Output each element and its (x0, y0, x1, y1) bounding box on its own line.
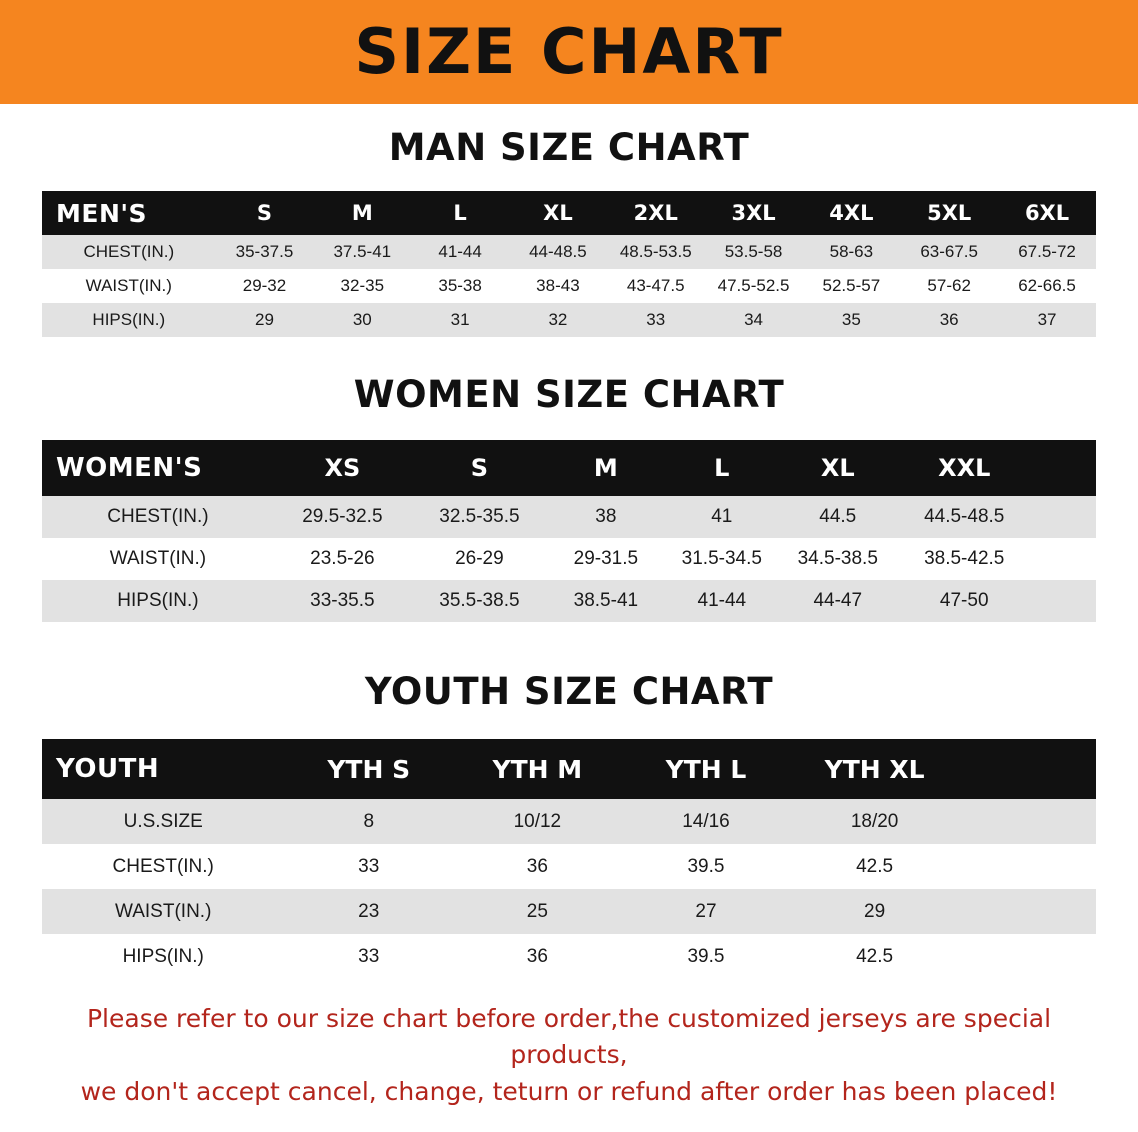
page-title: SIZE CHART (354, 15, 784, 88)
women-cell-spacer (1033, 538, 1096, 580)
men-cell: 52.5-57 (822, 276, 881, 295)
youth-cell: 14/16 (682, 810, 730, 832)
youth-col-header: YTH XL (824, 754, 925, 784)
men-col-header: 6XL (1024, 201, 1070, 225)
table-row (42, 235, 1096, 269)
table-row (42, 799, 1096, 844)
women-cell: 47-50 (939, 590, 989, 611)
women-cell: 35.5-38.5 (439, 590, 520, 611)
youth-col-header: YTH L (665, 754, 747, 784)
women-cell: 41 (711, 506, 733, 527)
men-col-header: 3XL (731, 201, 776, 225)
men-cell: 63-67.5 (920, 242, 978, 261)
women-cell-spacer (1033, 580, 1096, 622)
women-table-header (42, 440, 1096, 496)
youth-cell: 10/12 (513, 810, 562, 832)
women-cell: 41-44 (697, 590, 747, 611)
men-cell: 30 (352, 310, 372, 329)
men-table-header (42, 191, 1096, 235)
women-col-header: XS (324, 454, 361, 482)
men-row-label: HIPS(IN.) (92, 310, 166, 329)
table-header-row (42, 739, 1096, 799)
men-cell: 34 (744, 310, 763, 329)
youth-cell: 39.5 (687, 945, 725, 967)
men-cell: 31 (450, 310, 470, 329)
youth-table-header (42, 739, 1096, 799)
policy-note-line-2: we don't accept cancel, change, teturn or refund after order has been placed! (80, 1076, 1058, 1106)
youth-row-label: WAIST(IN.) (115, 900, 212, 922)
youth-row-label: CHEST(IN.) (112, 855, 214, 877)
women-col-header: XXL (938, 454, 991, 482)
men-cell: 37 (1037, 310, 1057, 329)
women-row-label: HIPS(IN.) (117, 590, 199, 611)
men-cell: 35-38 (438, 276, 482, 295)
men-cell: 29 (255, 310, 274, 329)
women-cell: 38.5-42.5 (924, 548, 1005, 569)
men-cell: 67.5-72 (1018, 242, 1076, 261)
men-table-body (42, 235, 1096, 337)
men-cell: 43-47.5 (626, 276, 685, 295)
women-cell: 44.5-48.5 (924, 506, 1005, 527)
men-cell: 37.5-41 (333, 242, 392, 261)
women-cell: 38 (595, 506, 617, 527)
men-cell: 47.5-52.5 (717, 276, 790, 295)
women-cell: 34.5-38.5 (797, 548, 878, 569)
men-cell: 41-44 (438, 242, 482, 261)
table-row (42, 580, 1096, 622)
policy-note (34, 1001, 1104, 1110)
women-col-header: S (470, 454, 489, 482)
women-cell-spacer (1033, 496, 1096, 538)
men-corner-label: MEN'S (56, 198, 148, 228)
men-cell: 35-37.5 (235, 242, 294, 261)
men-col-header: 2XL (633, 201, 678, 225)
youth-cell: 36 (526, 945, 548, 967)
women-table-wrap (0, 440, 1138, 622)
youth-row-label: U.S.SIZE (123, 810, 203, 832)
men-cell: 44-48.5 (529, 242, 587, 261)
table-row (42, 889, 1096, 934)
men-cell: 53.5-58 (724, 242, 783, 261)
youth-col-header: YTH M (492, 754, 583, 784)
youth-table-body (42, 799, 1096, 979)
youth-cell: 39.5 (687, 855, 725, 877)
man-table-wrap (0, 191, 1138, 337)
youth-cell: 33 (358, 945, 380, 967)
women-col-header: XL (820, 454, 855, 482)
women-cell: 33-35.5 (310, 590, 375, 611)
youth-corner-label: YOUTH (56, 754, 160, 784)
man-section-title: MAN SIZE CHART (388, 126, 750, 169)
women-cell: 44-47 (813, 590, 863, 611)
women-col-header: M (593, 454, 618, 482)
youth-row-label: HIPS(IN.) (122, 945, 204, 967)
youth-header-spacer (959, 739, 1096, 799)
men-cell: 33 (646, 310, 666, 329)
table-row (42, 538, 1096, 580)
women-col-header: L (714, 454, 730, 482)
youth-cell: 23 (358, 900, 380, 922)
youth-cell-spacer (959, 799, 1096, 844)
women-cell: 44.5 (819, 506, 857, 527)
header-banner (0, 0, 1138, 104)
men-col-header: M (351, 201, 373, 225)
men-cell: 38-43 (536, 276, 580, 295)
women-row-label: CHEST(IN.) (107, 506, 209, 527)
youth-cell: 42.5 (856, 855, 894, 877)
table-row (42, 844, 1096, 889)
women-cell: 23.5-26 (310, 548, 375, 569)
men-col-header: 5XL (927, 201, 972, 225)
women-cell: 31.5-34.5 (681, 548, 762, 569)
youth-cell: 36 (526, 855, 548, 877)
men-row-label: CHEST(IN.) (83, 242, 175, 261)
youth-cell-spacer (959, 889, 1096, 934)
women-table-body (42, 496, 1096, 622)
table-header-row (42, 191, 1096, 235)
men-cell: 32-35 (340, 276, 385, 295)
table-row (42, 496, 1096, 538)
men-cell: 36 (939, 310, 959, 329)
youth-cell-spacer (959, 934, 1096, 979)
table-row (42, 269, 1096, 303)
youth-cell: 25 (526, 900, 548, 922)
women-size-table (42, 440, 1096, 622)
women-cell: 29-31.5 (573, 548, 639, 569)
youth-cell: 33 (358, 855, 380, 877)
men-cell: 29-32 (242, 276, 287, 295)
men-cell: 32 (548, 310, 568, 329)
women-row-label: WAIST(IN.) (109, 548, 207, 569)
women-cell: 29.5-32.5 (302, 506, 383, 527)
men-size-table (42, 191, 1096, 337)
youth-cell: 18/20 (850, 810, 899, 832)
men-col-header: L (453, 201, 467, 225)
women-corner-label: WOMEN'S (56, 453, 203, 483)
youth-cell: 8 (363, 810, 375, 832)
women-section-title: WOMEN SIZE CHART (353, 373, 785, 416)
men-cell: 58-63 (829, 242, 874, 261)
table-row (42, 303, 1096, 337)
women-header-spacer (1033, 440, 1096, 496)
men-cell: 35 (841, 310, 861, 329)
men-cell: 62-66.5 (1018, 276, 1076, 295)
men-col-header: S (256, 201, 273, 225)
women-cell: 26-29 (455, 548, 504, 569)
youth-table-wrap (0, 739, 1138, 979)
youth-cell-spacer (959, 844, 1096, 889)
youth-section-title: YOUTH SIZE CHART (364, 670, 774, 713)
men-row-label: WAIST(IN.) (85, 276, 172, 295)
table-row (42, 934, 1096, 979)
men-cell: 48.5-53.5 (619, 242, 692, 261)
policy-note-line-1: Please refer to our size chart before order,the customized jerseys are special products, (86, 1004, 1052, 1070)
men-col-header: 4XL (829, 201, 874, 225)
men-cell: 57-62 (927, 276, 971, 295)
youth-cell: 29 (864, 900, 886, 922)
women-cell: 32.5-35.5 (439, 506, 520, 527)
table-header-row (42, 440, 1096, 496)
youth-cell: 42.5 (856, 945, 894, 967)
youth-cell: 27 (695, 900, 717, 922)
youth-col-header: YTH S (327, 754, 411, 784)
youth-size-table (42, 739, 1096, 979)
women-cell: 38.5-41 (573, 590, 639, 611)
men-col-header: XL (543, 201, 573, 225)
